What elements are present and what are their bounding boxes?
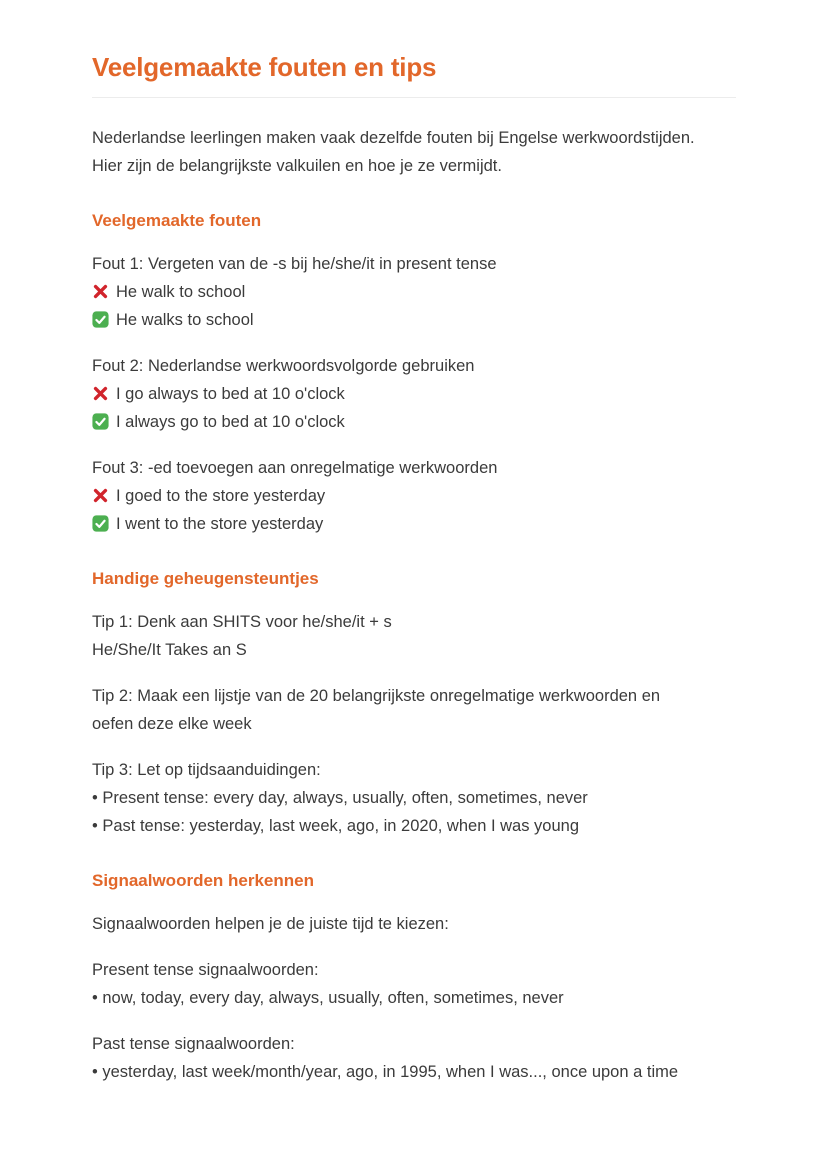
intro-paragraph [92, 124, 736, 180]
signaalwoorden-intro-text: Signaalwoorden helpen je de juiste tijd te kiezen: [92, 915, 449, 933]
mistake-label: Fout 3: -ed toevoegen aan onregelmatige werkwoorden [92, 459, 498, 477]
tip-3-bullet-past: • Past tense: yesterday, last week, ago, in 2020, when I was young [92, 817, 579, 835]
cross-mark-icon [92, 385, 109, 402]
present-signaalwoorden-label: Present tense signaalwoorden: [92, 961, 319, 979]
wrong-example-line [92, 482, 736, 510]
past-signaalwoorden-block [92, 1030, 736, 1086]
mistake-block-1 [92, 250, 736, 334]
tip-1-line-2: He/She/It Takes an S [92, 641, 247, 659]
signaalwoorden-intro [92, 910, 736, 938]
wrong-example-line [92, 278, 736, 306]
right-example-text: I went to the store yesterday [116, 515, 324, 533]
right-example-line [92, 510, 736, 538]
intro-line-2: Hier zijn de belangrijkste valkuilen en hoe je ze vermijdt. [92, 157, 502, 175]
check-mark-icon [92, 413, 109, 430]
tip-1-line-1: Tip 1: Denk aan SHITS voor he/she/it + s [92, 613, 392, 631]
tip-block-1 [92, 608, 736, 664]
mistake-label: Fout 2: Nederlandse werkwoordsvolgorde gebruiken [92, 357, 475, 375]
right-example-line [92, 408, 736, 436]
tip-2-line-2: oefen deze elke week [92, 715, 252, 733]
tip-3-label: Tip 3: Let op tijdsaanduidingen: [92, 761, 321, 779]
wrong-example-text: I goed to the store yesterday [116, 487, 326, 505]
section-heading-tips: Handige geheugensteuntjes [92, 569, 319, 588]
section-heading-signaalwoorden: Signaalwoorden herkennen [92, 871, 314, 890]
page-title: Veelgemaakte fouten en tips [92, 52, 437, 82]
past-signaalwoorden-label: Past tense signaalwoorden: [92, 1035, 295, 1053]
intro-line-1: Nederlandse leerlingen maken vaak dezelfde fouten bij Engelse werkwoordstijden. [92, 129, 695, 147]
past-signaalwoorden-bullet: • yesterday, last week/month/year, ago, in 1995, when I was..., once upon a time [92, 1063, 679, 1081]
check-mark-icon [92, 311, 109, 328]
wrong-example-line [92, 380, 736, 408]
tip-2-line-1: Tip 2: Maak een lijstje van de 20 belangrijkste onregelmatige werkwoorden en [92, 687, 661, 705]
tip-3-bullet-present: • Present tense: every day, always, usually, often, sometimes, never [92, 789, 588, 807]
tip-block-2 [92, 682, 736, 738]
tip-block-3 [92, 756, 736, 840]
wrong-example-text: I go always to bed at 10 o'clock [116, 385, 345, 403]
mistake-label: Fout 1: Vergeten van de -s bij he/she/it in present tense [92, 255, 497, 273]
right-example-text: I always go to bed at 10 o'clock [116, 413, 345, 431]
right-example-text: He walks to school [116, 311, 254, 329]
title-divider [92, 97, 736, 98]
cross-mark-icon [92, 487, 109, 504]
section-heading-fouten: Veelgemaakte fouten [92, 211, 262, 230]
present-signaalwoorden-block [92, 956, 736, 1012]
present-signaalwoorden-bullet: • now, today, every day, always, usually, often, sometimes, never [92, 989, 564, 1007]
cross-mark-icon [92, 283, 109, 300]
check-mark-icon [92, 515, 109, 532]
right-example-line [92, 306, 736, 334]
mistake-block-3 [92, 454, 736, 538]
wrong-example-text: He walk to school [116, 283, 246, 301]
mistake-block-2 [92, 352, 736, 436]
